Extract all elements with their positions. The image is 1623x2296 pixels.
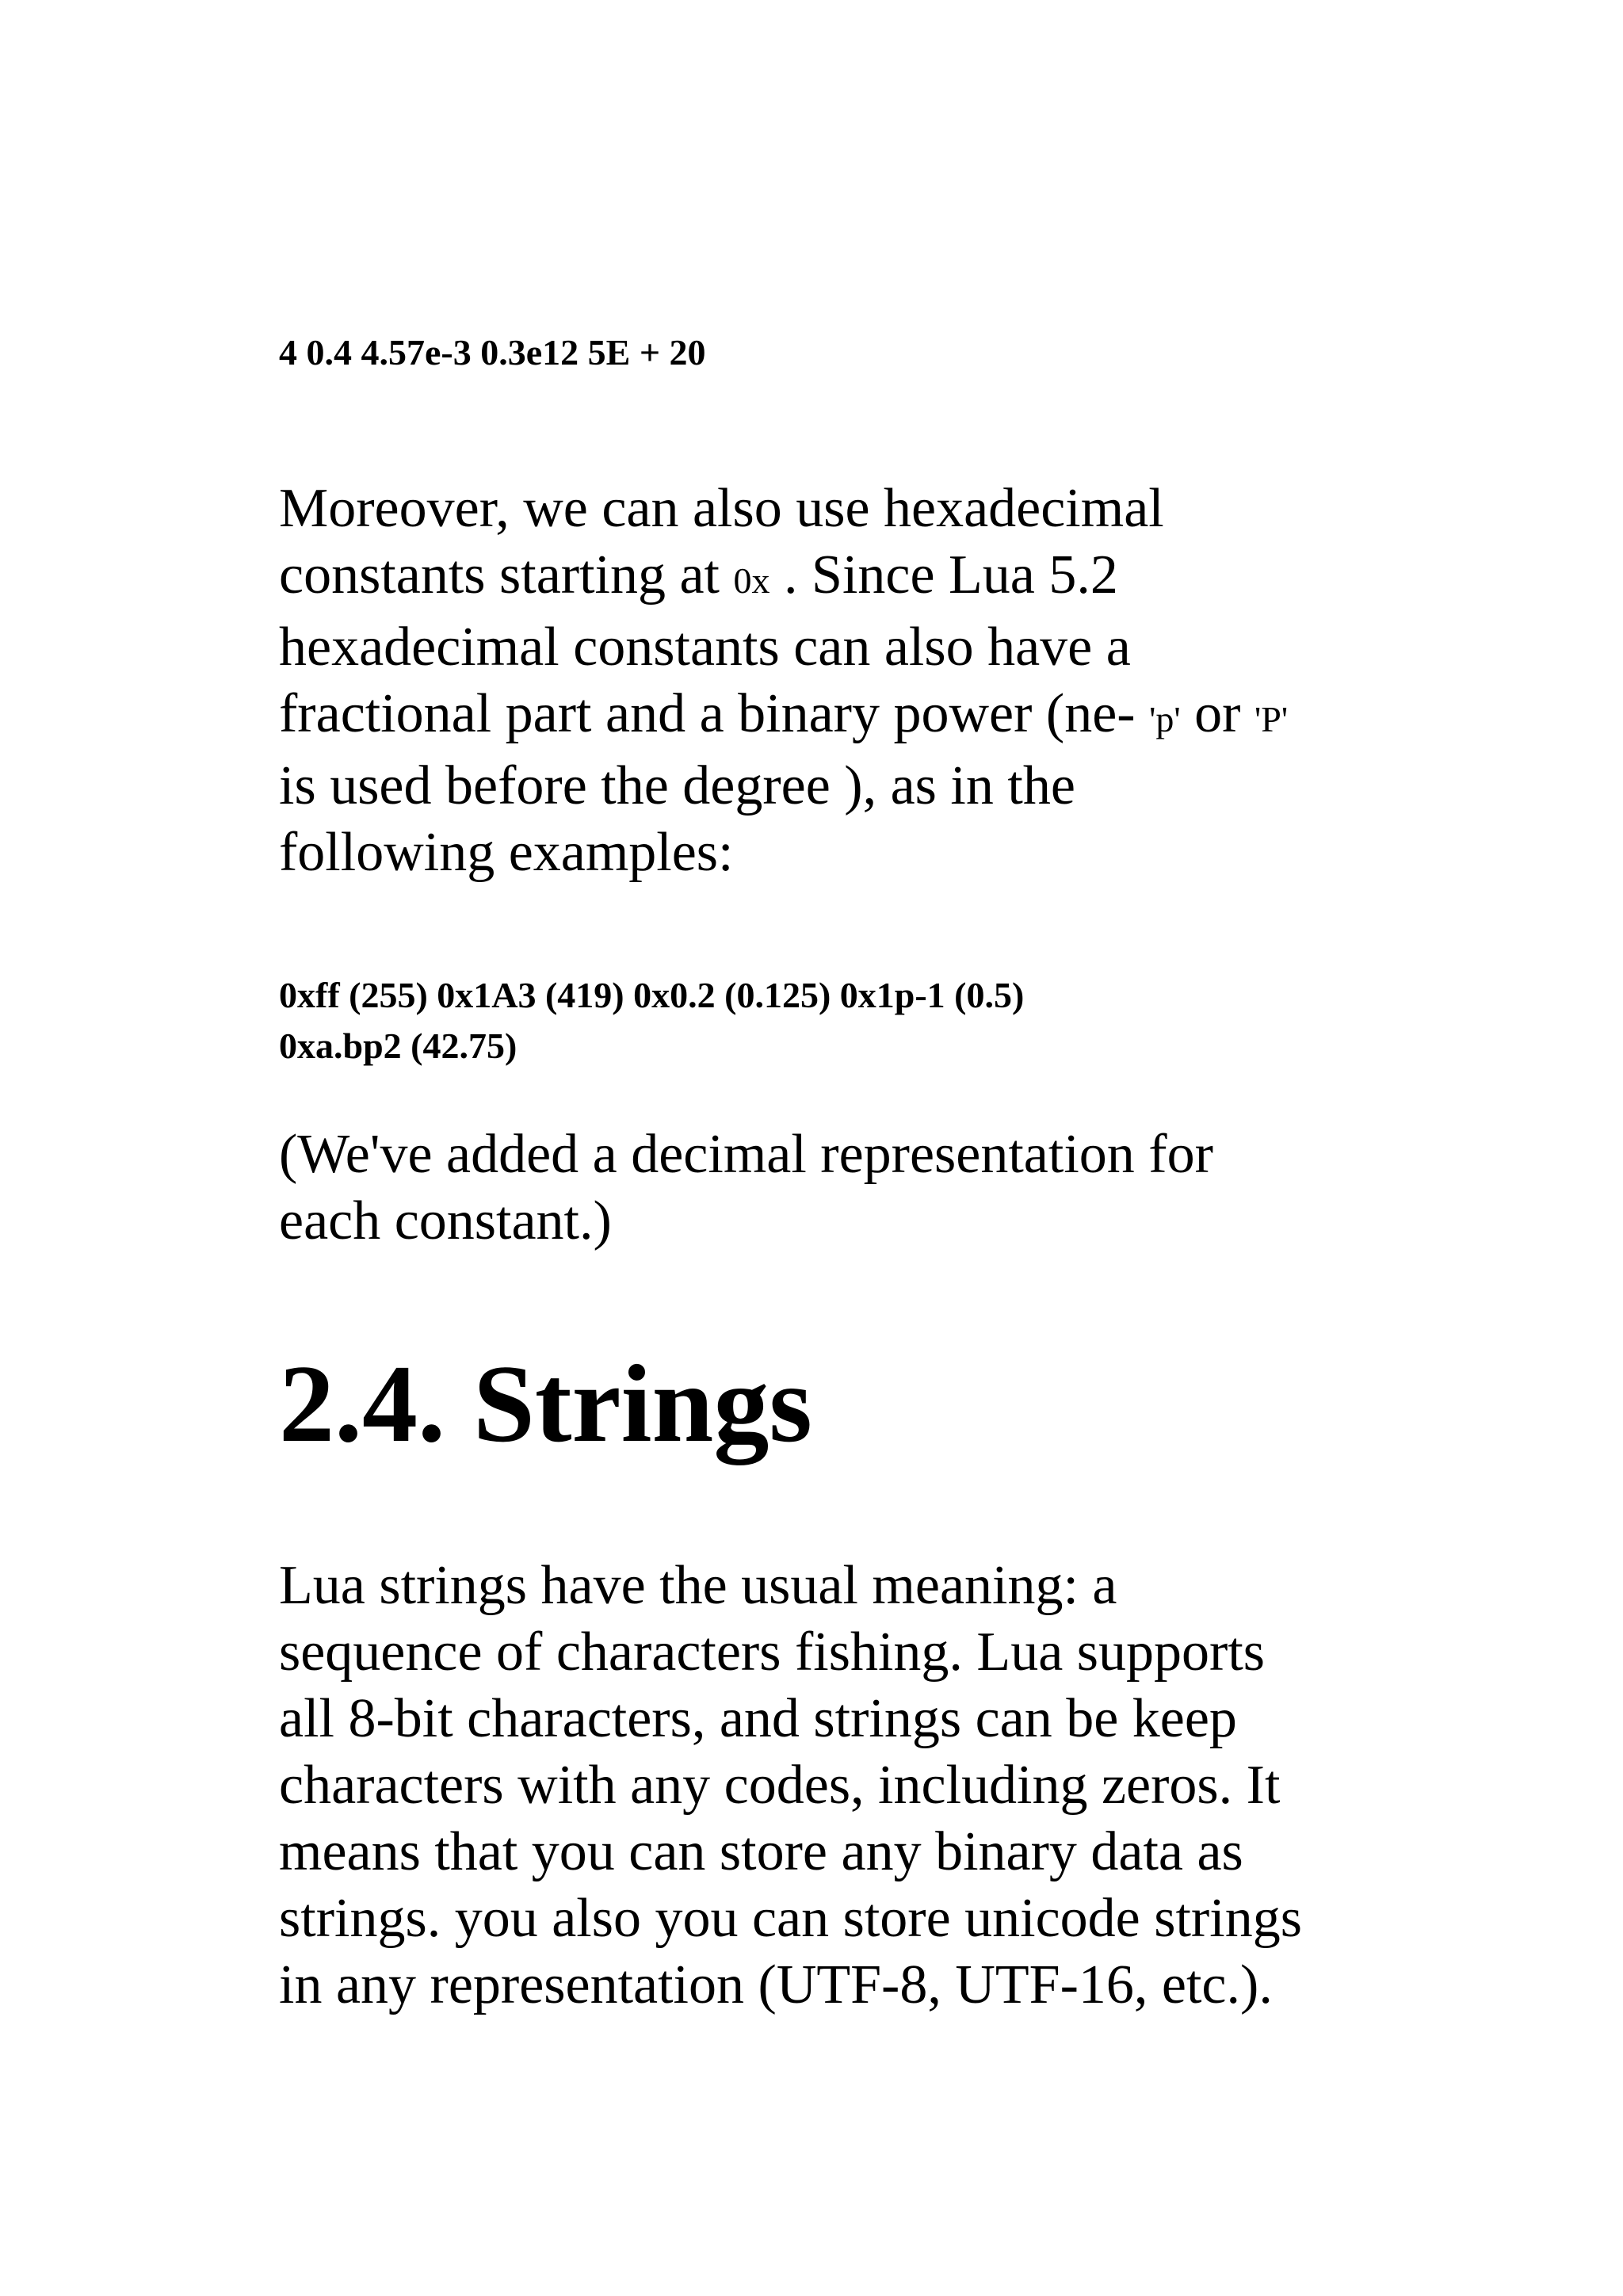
paragraph-line: each constant.) — [279, 1190, 612, 1251]
decimal-note-paragraph — [279, 1121, 1213, 1255]
inline-code: 'P' — [1254, 699, 1289, 739]
paragraph-line: means that you can store any binary data as — [279, 1821, 1243, 1882]
paragraph-line: (We've added a decimal representation for — [279, 1124, 1213, 1185]
inline-code: 0x — [733, 560, 770, 601]
paragraph-line: Lua strings have the usual meaning: a — [279, 1555, 1117, 1616]
text-segment: . Since Lua 5.2 — [769, 544, 1118, 606]
hex-constants-paragraph — [279, 476, 1288, 886]
text-segment: constants starting at — [279, 544, 734, 606]
paragraph-line: Moreover, we can also use hexadecimal — [279, 478, 1164, 539]
hex-constants-example-line: 0xff (255) 0x1A3 (419) 0x0.2 (0.125) 0x1p-1 (0.5) — [279, 975, 1025, 1015]
paragraph-line: strings. you also you can store unicode strings — [279, 1888, 1302, 1949]
hex-constants-example-line: 0xa.bp2 (42.75) — [279, 1026, 517, 1066]
text-segment: fractional part and a binary power (ne- — [279, 683, 1150, 744]
text-segment: or — [1180, 683, 1254, 744]
paragraph-line: hexadecimal constants can also have a — [279, 617, 1131, 678]
paragraph-line — [279, 542, 1288, 614]
paragraph-line: all 8-bit characters, and strings can be keep — [279, 1688, 1237, 1749]
section-heading: 2.4. Strings — [279, 1343, 812, 1465]
numeric-constants-example: 4 0.4 4.57e-3 0.3e12 5E + 20 — [279, 332, 706, 372]
strings-paragraph — [279, 1553, 1302, 2019]
paragraph-line: following examples: — [279, 822, 734, 883]
paragraph-line: characters with any codes, including zeros. It — [279, 1755, 1281, 1816]
paragraph-line: sequence of characters fishing. Lua supports — [279, 1622, 1266, 1683]
inline-code: 'p' — [1149, 699, 1181, 739]
paragraph-line: is used before the degree ), as in the — [279, 755, 1075, 816]
paragraph-line: in any representation (UTF-8, UTF-16, etc.). — [279, 1954, 1273, 2015]
paragraph-line — [279, 681, 1288, 753]
